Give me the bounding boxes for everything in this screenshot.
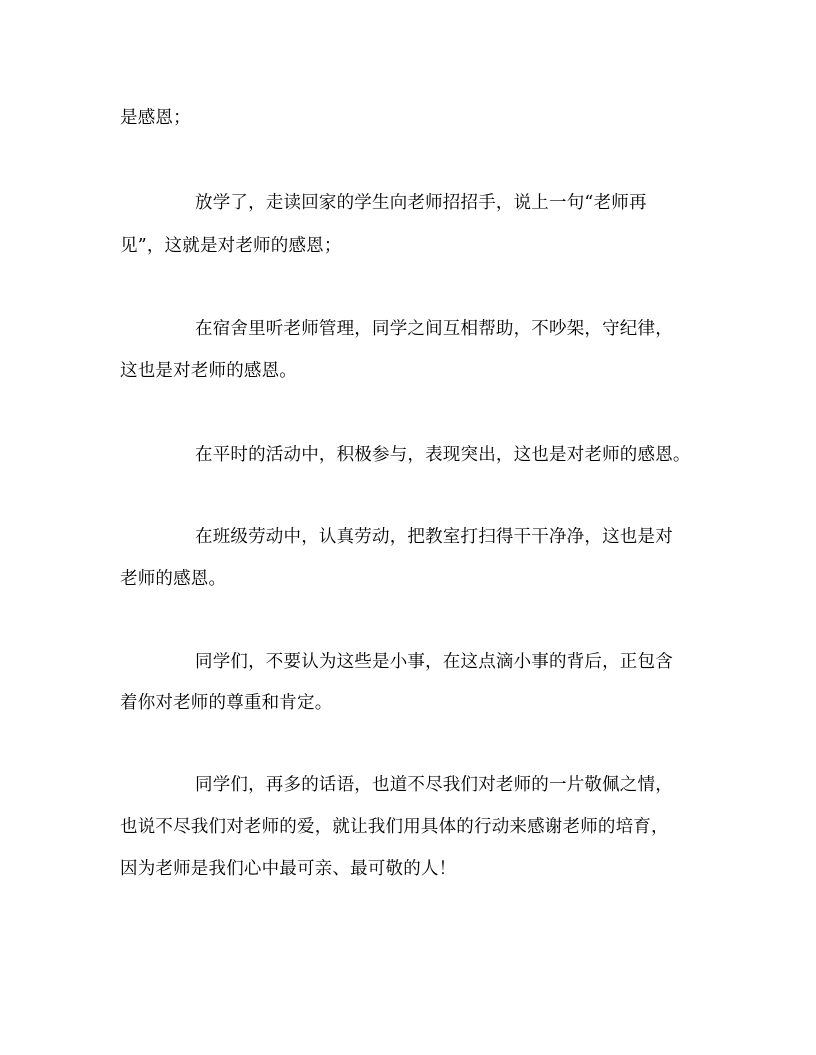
paragraph-line: 因为老师是我们心中最可亲、最可敬的人！ [120, 859, 457, 879]
paragraph-line: 在平时的活动中，积极参与，表现突出，这也是对老师的感恩。 [195, 445, 691, 465]
paragraph-line: 同学们，再多的话语，也道不尽我们对老师的一片敬佩之情， [195, 775, 673, 795]
paragraph-line: 是感恩； [120, 108, 191, 128]
paragraph-line: 这也是对老师的感恩。 [120, 361, 297, 381]
paragraph-line: 在宿舍里听老师管理，同学之间互相帮助，不吵架，守纪律， [195, 319, 673, 339]
paragraph-line: 见”，这就是对老师的感恩； [120, 236, 342, 256]
paragraph-line: 也说不尽我们对老师的爱，就让我们用具体的行动来感谢老师的培育， [120, 817, 669, 837]
paragraph-line: 同学们，不要认为这些是小事，在这点滴小事的背后，正包含 [195, 652, 673, 672]
paragraph-line: 着你对老师的尊重和肯定。 [120, 693, 333, 713]
paragraph-line: 老师的感恩。 [120, 569, 227, 589]
paragraph-line: 放学了，走读回家的学生向老师招招手，说上一句“老师再 [195, 193, 647, 213]
paragraph-line: 在班级劳动中，认真劳动，把教室打扫得干干净净，这也是对 [195, 527, 673, 547]
